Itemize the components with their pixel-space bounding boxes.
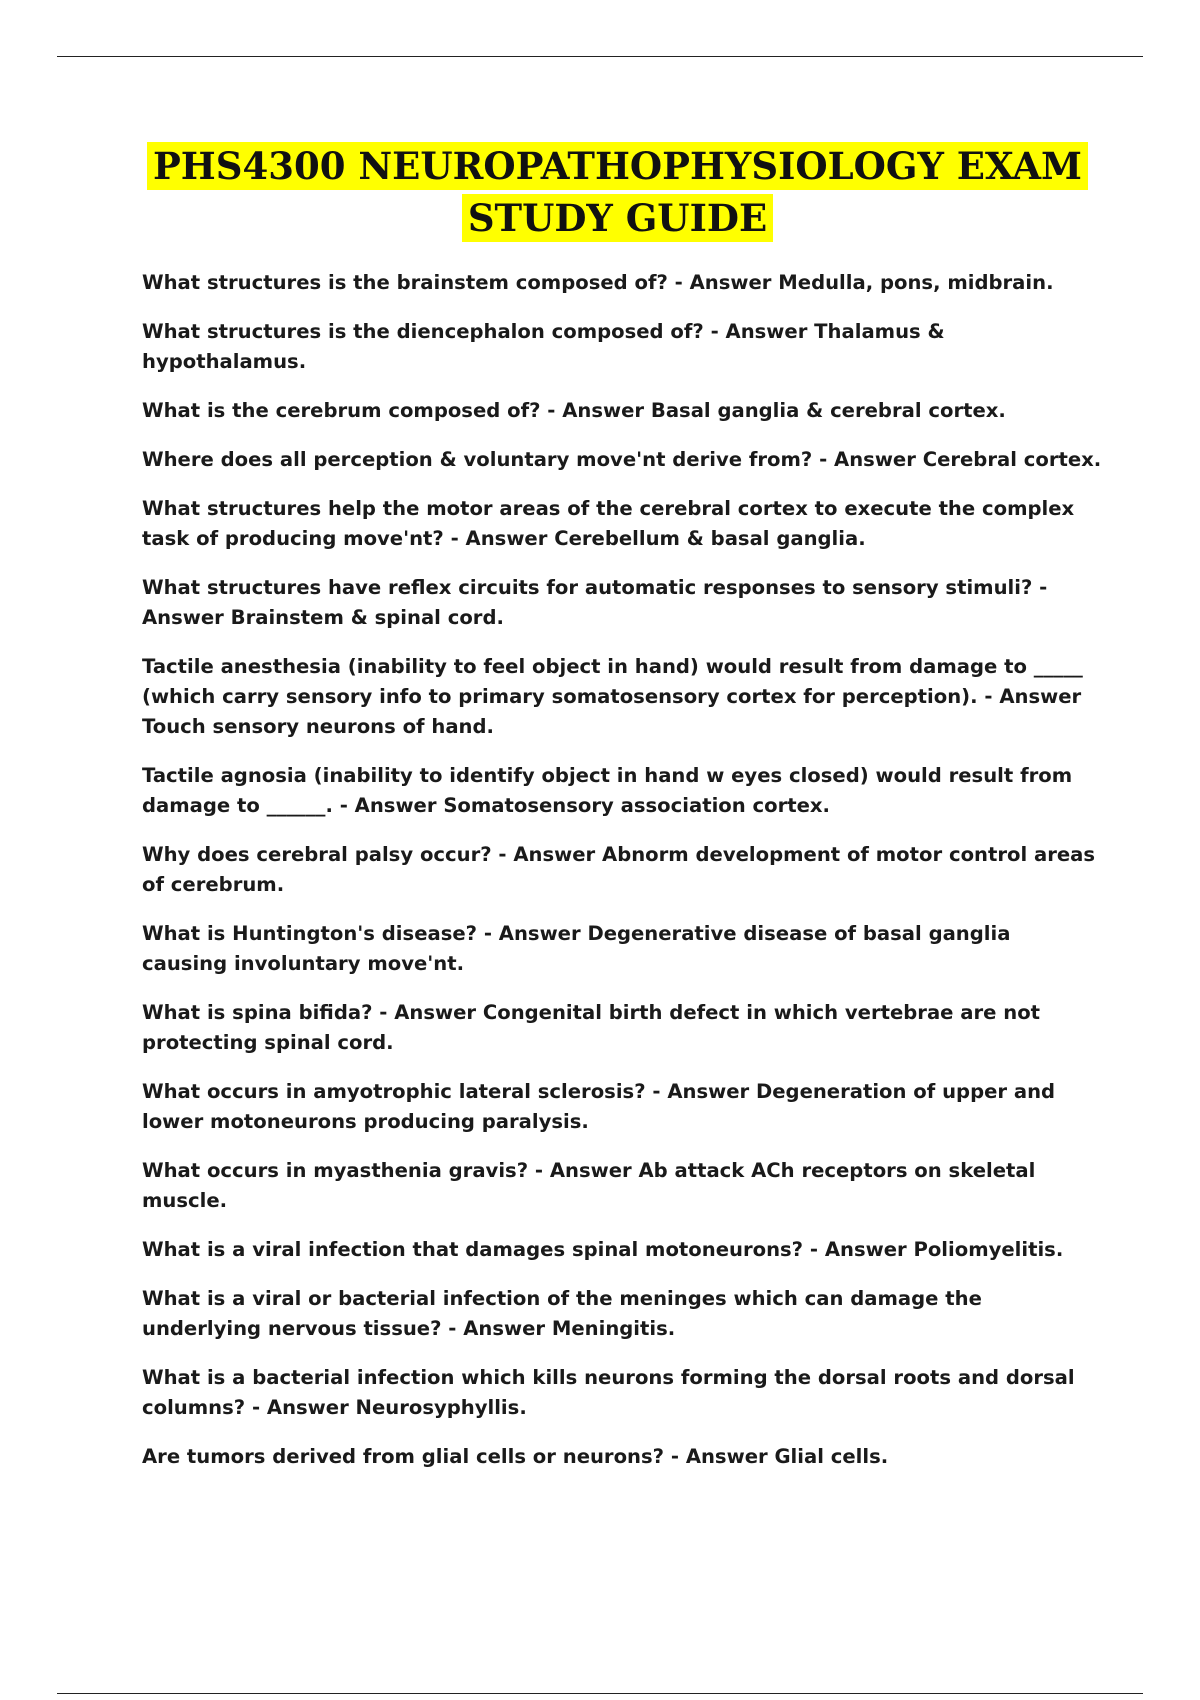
header-rule (57, 56, 1143, 57)
qa-item: Where does all perception & voluntary move'nt derive from? - Answer Cerebral cortex. (142, 448, 1102, 471)
qa-item: What structures is the brainstem composed of? - Answer Medulla, pons, midbrain. (142, 271, 1054, 294)
page-title-line-2: STUDY GUIDE (462, 194, 773, 242)
qa-item: Are tumors derived from glial cells or neurons? - Answer Glial cells. (142, 1445, 889, 1468)
qa-item: What structures is the diencephalon composed of? - Answer Thalamus & hypothalamus. (142, 320, 945, 373)
page-title-line-1: PHS4300 NEUROPATHOPHYSIOLOGY EXAM (147, 142, 1088, 190)
qa-list (142, 268, 1102, 1491)
qa-item: What is spina bifida? - Answer Congenital birth defect in which vertebrae are not protecting spinal cord. (142, 1001, 1041, 1054)
qa-item: Why does cerebral palsy occur? - Answer Abnorm development of motor control areas of cerebrum. (142, 843, 1096, 896)
qa-item: Tactile anesthesia (inability to feel object in hand) would result from damage to _____ (which carry sensory info to primary somatosensory cortex for perception). - Answer Touch sensory neurons of hand. (142, 655, 1083, 738)
qa-item: What structures help the motor areas of the cerebral cortex to execute the complex task of producing move'nt? - Answer Cerebellum & basal ganglia. (142, 497, 1075, 550)
qa-item: What is a viral or bacterial infection of the meninges which can damage the underlying nervous tissue? - Answer Meningitis. (142, 1287, 982, 1340)
qa-item: What is a viral infection that damages spinal motoneurons? - Answer Poliomyelitis. (142, 1238, 1064, 1261)
qa-item: What is the cerebrum composed of? - Answer Basal ganglia & cerebral cortex. (142, 399, 1006, 422)
qa-item: Tactile agnosia (inability to identify object in hand w eyes closed) would result from damage to ______. - Answer Somatosensory association cortex. (142, 764, 1073, 817)
qa-item: What is a bacterial infection which kills neurons forming the dorsal roots and dorsal columns? - Answer Neurosyphyllis. (142, 1366, 1075, 1419)
qa-item: What structures have reflex circuits for automatic responses to sensory stimuli? - Answer Brainstem & spinal cord. (142, 576, 1048, 629)
qa-item: What is Huntington's disease? - Answer Degenerative disease of basal ganglia causing involuntary move'nt. (142, 922, 1011, 975)
page-title (130, 140, 1105, 244)
qa-item: What occurs in myasthenia gravis? - Answer Ab attack ACh receptors on skeletal muscle. (142, 1159, 1036, 1212)
footer-rule (57, 1693, 1143, 1694)
qa-item: What occurs in amyotrophic lateral sclerosis? - Answer Degeneration of upper and lower motoneurons producing paralysis. (142, 1080, 1056, 1133)
